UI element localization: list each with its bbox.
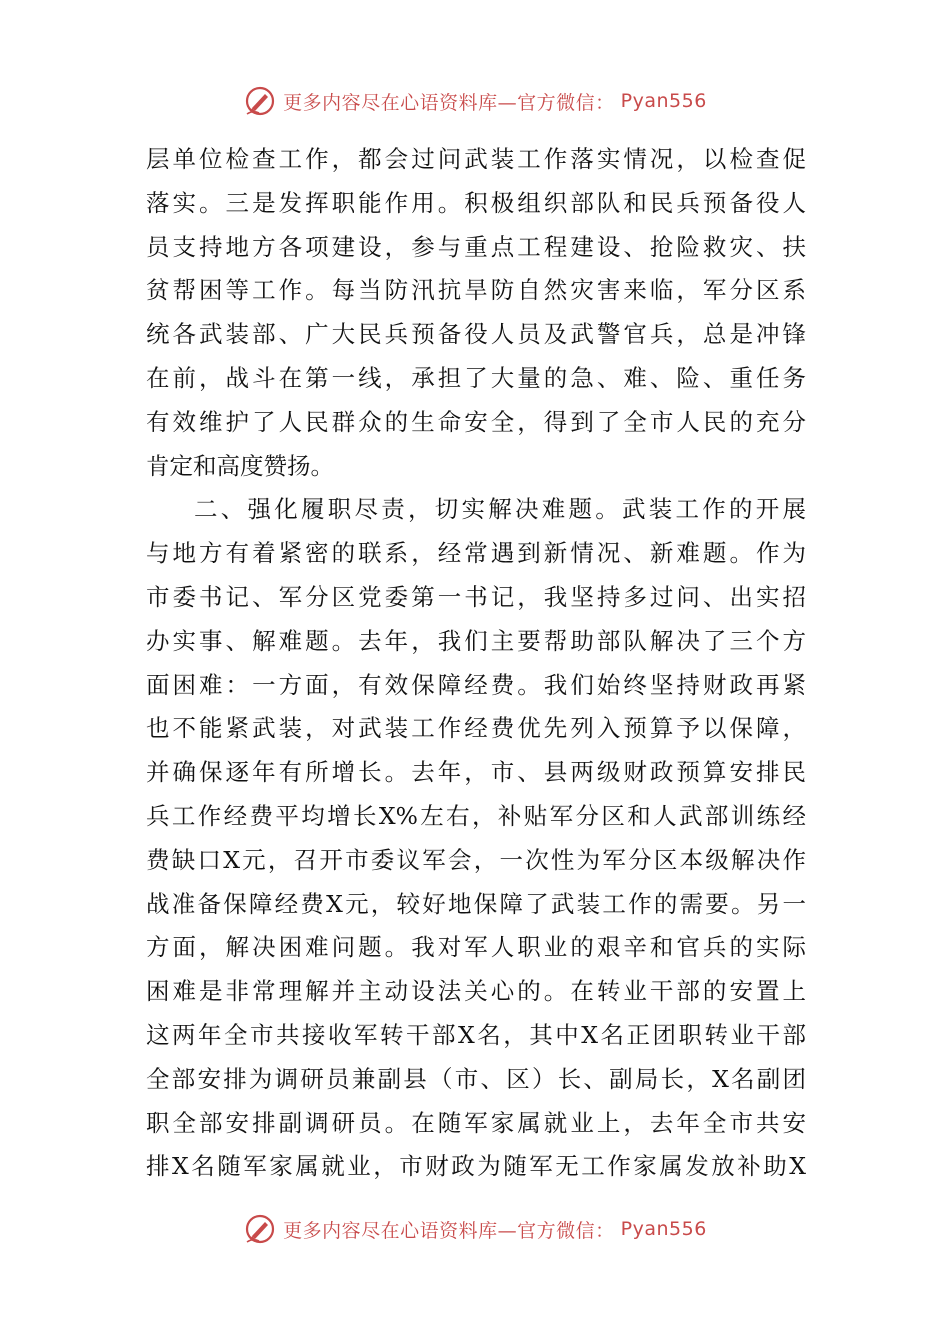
body-line: 战准备保障经费X元，较好地保障了武装工作的需要。另一 — [146, 889, 806, 918]
watermark-brand: Pyan556 — [620, 1218, 707, 1240]
watermark-brand: Pyan556 — [620, 90, 707, 112]
body-line: 排X名随军家属就业，市财政为随军无工作家属发放补助X — [146, 1152, 806, 1181]
watermark-text: 更多内容尽在心语资料库—官方微信： — [283, 91, 615, 114]
header-watermark — [0, 84, 950, 118]
body-line: 这两年全市共接收军转干部X名，其中X名正团职转业干部 — [146, 1020, 806, 1049]
body-line: 统各武装部、广大民兵预备役人员及武警官兵，总是冲锋 — [146, 320, 806, 349]
body-line: 职全部安排副调研员。在随军家属就业上，去年全市共安 — [146, 1108, 806, 1137]
body-line: 也不能紧武装，对武装工作经费优先列入预算予以保障， — [146, 714, 806, 743]
body-line: 面困难：一方面，有效保障经费。我们始终坚持财政再紧 — [146, 670, 806, 699]
body-line: 市委书记、军分区党委第一书记，我坚持多过问、出实招 — [146, 582, 806, 611]
body-line: 方面，解决困难问题。我对军人职业的艰辛和官兵的实际 — [146, 933, 806, 962]
body-line: 员支持地方各项建设，参与重点工程建设、抢险救灾、扶 — [146, 232, 806, 261]
body-line: 与地方有着紧密的联系，经常遇到新情况、新难题。作为 — [146, 539, 806, 568]
pen-circle-logo-icon — [243, 1212, 277, 1246]
document-body — [146, 138, 806, 1189]
body-line: 有效维护了人民群众的生命安全，得到了全市人民的充分 — [146, 407, 806, 436]
body-line: 兵工作经费平均增长X%左右，补贴军分区和人武部训练经 — [146, 801, 806, 830]
body-line: 全部安排为调研员兼副县（市、区）长、副局长，X名副团 — [146, 1064, 806, 1093]
footer-watermark — [0, 1212, 950, 1246]
body-line: 肯定和高度赞扬。 — [146, 451, 334, 480]
body-line: 落实。三是发挥职能作用。积极组织部队和民兵预备役人 — [146, 188, 806, 217]
body-line: 费缺口X元，召开市委议军会，一次性为军分区本级解决作 — [146, 845, 806, 874]
body-line: 并确保逐年有所增长。去年，市、县两级财政预算安排民 — [146, 758, 806, 787]
body-line: 办实事、解难题。去年，我们主要帮助部队解决了三个方 — [146, 626, 806, 655]
paragraph-start-line: 二、强化履职尽责，切实解决难题。武装工作的开展 — [194, 495, 806, 524]
pen-circle-logo-icon — [243, 84, 277, 118]
body-line: 在前，战斗在第一线，承担了大量的急、难、险、重任务 — [146, 363, 806, 392]
body-line: 层单位检查工作，都会过问武装工作落实情况，以检查促 — [146, 145, 806, 173]
body-line: 困难是非常理解并主动设法关心的。在转业干部的安置上 — [146, 977, 806, 1006]
body-line: 贫帮困等工作。每当防汛抗旱防自然灾害来临，军分区系 — [146, 276, 806, 305]
watermark-text: 更多内容尽在心语资料库—官方微信： — [283, 1219, 615, 1242]
